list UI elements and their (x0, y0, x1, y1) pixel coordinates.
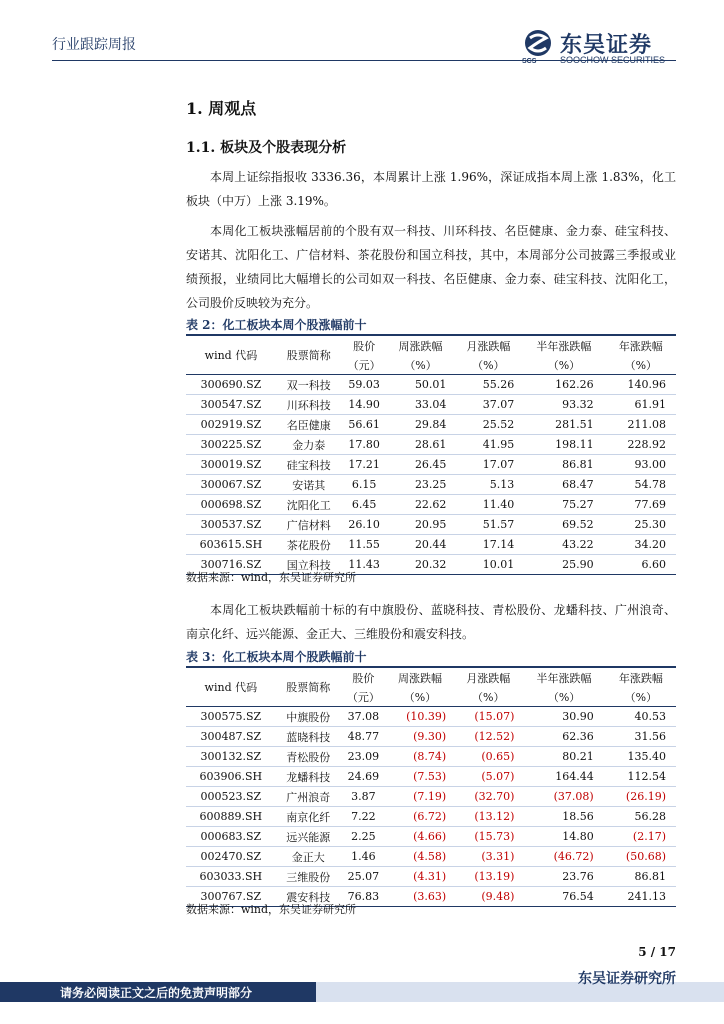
table2-source: 数据来源：wind，东吴证券研究所 (186, 571, 357, 584)
cell-month: (13.19) (454, 867, 522, 887)
cell-month: 51.57 (454, 515, 522, 535)
table-row (186, 727, 676, 747)
cell-price: 2.25 (341, 827, 386, 847)
cell-month: (12.52) (454, 727, 522, 747)
cell-name: 广信材料 (276, 515, 342, 535)
cell-price: 14.90 (342, 395, 387, 415)
cell-year: 211.08 (606, 415, 676, 435)
cell-month: 25.52 (454, 415, 522, 435)
cell-month: 17.07 (454, 455, 522, 475)
table-row (186, 455, 676, 475)
logo-en-text: SOOCHOW SECURITIES (560, 55, 666, 65)
col-header-price: 股价 (353, 339, 376, 353)
cell-name: 硅宝科技 (276, 455, 342, 475)
cell-price: 59.03 (342, 375, 387, 395)
cell-week: (7.19) (386, 787, 454, 807)
col-header-half-unit: （%） (547, 690, 581, 704)
cell-code: 000523.SZ (186, 787, 276, 807)
cell-half: 68.47 (522, 475, 605, 495)
cell-year: 40.53 (606, 707, 676, 727)
cell-name: 金力泰 (276, 435, 342, 455)
table-row (186, 415, 676, 435)
cell-month: 37.07 (454, 395, 522, 415)
cell-name: 国立科技 (286, 558, 331, 572)
cell-week: 33.04 (387, 395, 455, 415)
cell-year: 228.92 (606, 435, 676, 455)
cell-name: 金正大 (276, 847, 341, 867)
cell-year: 77.69 (606, 495, 676, 515)
table3-source: 数据来源：wind，东吴证券研究所 (186, 903, 357, 916)
table-row (186, 395, 676, 415)
cell-code: 603615.SH (186, 535, 276, 555)
cell-month: (5.07) (454, 767, 522, 787)
cell-code: 300019.SZ (186, 455, 276, 475)
table-top-gainers (186, 334, 676, 575)
col-header-half: 半年涨跌幅 (536, 339, 592, 353)
cell-half: (37.08) (522, 787, 605, 807)
cell-year: 25.30 (606, 515, 676, 535)
cell-year: (26.19) (606, 787, 676, 807)
cell-year: 56.28 (606, 807, 676, 827)
cell-week: (6.72) (386, 807, 454, 827)
subsection-heading: 1.1. 板块及个股表现分析 (186, 140, 347, 156)
cell-name: 广州浪奇 (276, 787, 341, 807)
table2-caption-text: 化工板块本周个股涨幅前十 (222, 318, 367, 332)
cell-name: 名臣健康 (276, 415, 342, 435)
cell-half: 43.22 (522, 535, 605, 555)
cell-name: 沈阳化工 (276, 495, 342, 515)
cell-week: 20.95 (387, 515, 455, 535)
col-header-price-unit: （元） (346, 690, 380, 704)
cell-half: 281.51 (522, 415, 605, 435)
cell-half: 93.32 (522, 395, 605, 415)
col-header-name: 股票简称 (276, 335, 342, 375)
cell-year: 6.60 (641, 558, 666, 571)
col-header-week-unit: （%） (403, 690, 437, 704)
table3-caption-label: 表 3： (186, 650, 223, 664)
paragraph-top-losers: 本周化工板块跌幅前十标的有中旗股份、蓝晓科技、青松股份、龙蟠科技、广州浪奇、南京化纤、远兴能源、金正大、三维股份和震安科技。 (186, 603, 676, 641)
cell-week: 23.25 (387, 475, 455, 495)
cell-week: 28.61 (387, 435, 455, 455)
cell-week: 29.84 (387, 415, 455, 435)
cell-week: 20.32 (414, 558, 447, 571)
cell-name: 南京化纤 (276, 807, 341, 827)
cell-year: (50.68) (606, 847, 676, 867)
cell-month: 17.14 (454, 535, 522, 555)
cell-name: 中旗股份 (276, 707, 341, 727)
cell-month: 10.01 (482, 558, 515, 571)
cell-code: 300547.SZ (186, 395, 276, 415)
cell-code: 300537.SZ (186, 515, 276, 535)
col-header-year: 年涨跌幅 (618, 339, 663, 353)
table-row (186, 747, 676, 767)
cell-price: 76.83 (347, 890, 380, 903)
col-header-month: 月涨跌幅 (466, 339, 511, 353)
logo-cn-text: 东吴证券 (560, 33, 653, 58)
cell-week: (4.58) (386, 847, 454, 867)
col-header-name: 股票简称 (276, 667, 341, 707)
cell-code: 000683.SZ (186, 827, 276, 847)
cell-price: 26.10 (342, 515, 387, 535)
table-row (186, 847, 676, 867)
table-row (186, 475, 676, 495)
cell-name: 龙蟠科技 (276, 767, 341, 787)
cell-week: 20.44 (387, 535, 455, 555)
col-header-month-unit: （%） (472, 690, 505, 704)
cell-code: 300716.SZ (200, 558, 262, 571)
cell-week: (10.39) (386, 707, 454, 727)
cell-name: 震安科技 (286, 890, 331, 904)
col-header-half-unit: （%） (547, 358, 581, 372)
cell-price: 23.09 (341, 747, 386, 767)
cell-code: 300132.SZ (186, 747, 276, 767)
cell-price: 37.08 (341, 707, 386, 727)
header-divider (52, 60, 676, 61)
table3-caption (186, 648, 367, 665)
cell-month: (15.07) (454, 707, 522, 727)
table3-caption-text: 化工板块本周个股跌幅前十 (222, 650, 367, 664)
cell-year: 31.56 (606, 727, 676, 747)
col-header-week: 周涨跌幅 (398, 339, 443, 353)
cell-half: 80.21 (522, 747, 605, 767)
paragraph-market-summary: 本周上证综指报收 3336.36，本周累计上涨 1.96%，深证成指本周上涨 1.83%，化工板块（中万）上涨 3.19%。 (186, 170, 676, 208)
cell-year: 61.91 (606, 395, 676, 415)
cell-half: 18.56 (522, 807, 605, 827)
table-row (186, 495, 676, 515)
cell-name: 川环科技 (276, 395, 342, 415)
cell-name: 远兴能源 (276, 827, 341, 847)
cell-year: 54.78 (606, 475, 676, 495)
cell-week: (4.66) (386, 827, 454, 847)
logo-abbr: SCS (522, 58, 537, 65)
cell-code: 603033.SH (186, 867, 276, 887)
cell-price: 6.45 (342, 495, 387, 515)
cell-name: 安诺其 (276, 475, 342, 495)
cell-year: 93.00 (606, 455, 676, 475)
cell-month: 55.26 (454, 375, 522, 395)
cell-code: 300690.SZ (186, 375, 276, 395)
col-header-week: 周涨跌幅 (398, 671, 443, 685)
cell-week: (8.74) (386, 747, 454, 767)
cell-name: 茶花股份 (276, 535, 342, 555)
col-header-month-unit: （%） (472, 358, 505, 372)
cell-price: 17.21 (342, 455, 387, 475)
cell-price: 11.43 (348, 558, 380, 571)
cell-half: 162.26 (522, 375, 605, 395)
footer-disclaimer: 请务必阅读正文之后的免责声明部分 (60, 986, 253, 1000)
col-header-code: wind 代码 (186, 335, 276, 375)
cell-month: (13.12) (454, 807, 522, 827)
cell-half: 23.76 (522, 867, 605, 887)
cell-price: 56.61 (342, 415, 387, 435)
cell-year: 86.81 (606, 867, 676, 887)
cell-name: 青松股份 (276, 747, 341, 767)
page-number: 5 / 17 (638, 945, 676, 959)
col-header-price-unit: （元） (347, 358, 381, 372)
cell-half: 69.52 (522, 515, 605, 535)
cell-half: 30.90 (522, 707, 605, 727)
cell-half: 164.44 (522, 767, 605, 787)
cell-half: 76.54 (562, 890, 594, 903)
cell-half: 14.80 (522, 827, 605, 847)
cell-code: 300767.SZ (200, 890, 262, 903)
cell-week: (3.63) (413, 890, 447, 903)
cell-name: 蓝晓科技 (276, 727, 341, 747)
cell-year: 34.20 (606, 535, 676, 555)
cell-half: (46.72) (522, 847, 605, 867)
cell-month: (15.73) (454, 827, 522, 847)
table-row (186, 707, 676, 727)
table-row (186, 767, 676, 787)
cell-code: 002470.SZ (186, 847, 276, 867)
cell-price: 48.77 (341, 727, 386, 747)
col-header-year-unit: （%） (624, 690, 658, 704)
cell-price: 1.46 (341, 847, 386, 867)
logo-mark-icon (522, 28, 556, 60)
cell-price: 11.55 (342, 535, 387, 555)
cell-month: (0.65) (454, 747, 522, 767)
col-header-price: 股价 (352, 671, 375, 685)
cell-week: 26.45 (387, 455, 455, 475)
cell-week: (9.30) (386, 727, 454, 747)
cell-year: 112.54 (606, 767, 676, 787)
cell-half: 62.36 (522, 727, 605, 747)
cell-price: 24.69 (341, 767, 386, 787)
table-row (186, 807, 676, 827)
cell-week: 22.62 (387, 495, 455, 515)
cell-year: 135.40 (606, 747, 676, 767)
table-row (186, 827, 676, 847)
col-header-year: 年涨跌幅 (618, 671, 663, 685)
cell-code: 603906.SH (186, 767, 276, 787)
cell-year: 241.13 (627, 890, 666, 903)
table-row (186, 515, 676, 535)
cell-code: 300225.SZ (186, 435, 276, 455)
cell-year: 140.96 (606, 375, 676, 395)
paragraph-top-gainers: 本周化工板块涨幅居前的个股有双一科技、川环科技、名臣健康、金力泰、硅宝科技、安诺其、沈阳化工、广信材料、茶花股份和国立科技，其中，本周部分公司披露三季报或业绩预报，业绩同比大幅增长的公司如双一科技、名臣健康、金力泰、硅宝科技、沈阳化工，公司股价反映较为充分。 (186, 224, 676, 310)
cell-code: 300487.SZ (186, 727, 276, 747)
cell-month: 41.95 (454, 435, 522, 455)
col-header-year-unit: （%） (624, 358, 658, 372)
cell-code: 002919.SZ (186, 415, 276, 435)
cell-price: 7.22 (341, 807, 386, 827)
cell-month: 5.13 (454, 475, 522, 495)
cell-year: (2.17) (606, 827, 676, 847)
cell-price: 3.87 (341, 787, 386, 807)
col-header-half: 半年涨跌幅 (536, 671, 592, 685)
col-header-code: wind 代码 (186, 667, 276, 707)
cell-week: (7.53) (386, 767, 454, 787)
table-row (186, 787, 676, 807)
report-type-label: 行业跟踪周报 (52, 37, 136, 53)
cell-half: 86.81 (522, 455, 605, 475)
table-row (186, 535, 676, 555)
col-header-month: 月涨跌幅 (466, 671, 511, 685)
company-logo (522, 28, 682, 68)
cell-price: 17.80 (342, 435, 387, 455)
table2-caption (186, 316, 367, 333)
cell-week: (4.31) (386, 867, 454, 887)
cell-half: 198.11 (522, 435, 605, 455)
cell-name: 三维股份 (276, 867, 341, 887)
table-row (186, 435, 676, 455)
cell-name: 双一科技 (276, 375, 342, 395)
cell-month: (9.48) (481, 890, 515, 903)
table2-caption-label: 表 2： (186, 318, 223, 332)
cell-month: 11.40 (454, 495, 522, 515)
cell-price: 6.15 (342, 475, 387, 495)
table-row (186, 867, 676, 887)
cell-code: 000698.SZ (186, 495, 276, 515)
cell-month: (3.31) (454, 847, 522, 867)
cell-code: 300575.SZ (186, 707, 276, 727)
col-header-week-unit: （%） (404, 358, 437, 372)
table-top-losers (186, 666, 676, 907)
cell-half: 75.27 (522, 495, 605, 515)
cell-week: 50.01 (387, 375, 455, 395)
section-heading: 1. 周观点 (186, 99, 257, 118)
cell-month: (32.70) (454, 787, 522, 807)
cell-half: 25.90 (562, 558, 594, 571)
table-row (186, 375, 676, 395)
cell-price: 25.07 (341, 867, 386, 887)
cell-code: 600889.SH (186, 807, 276, 827)
cell-code: 300067.SZ (186, 475, 276, 495)
footer-org: 东吴证券研究所 (578, 971, 676, 987)
